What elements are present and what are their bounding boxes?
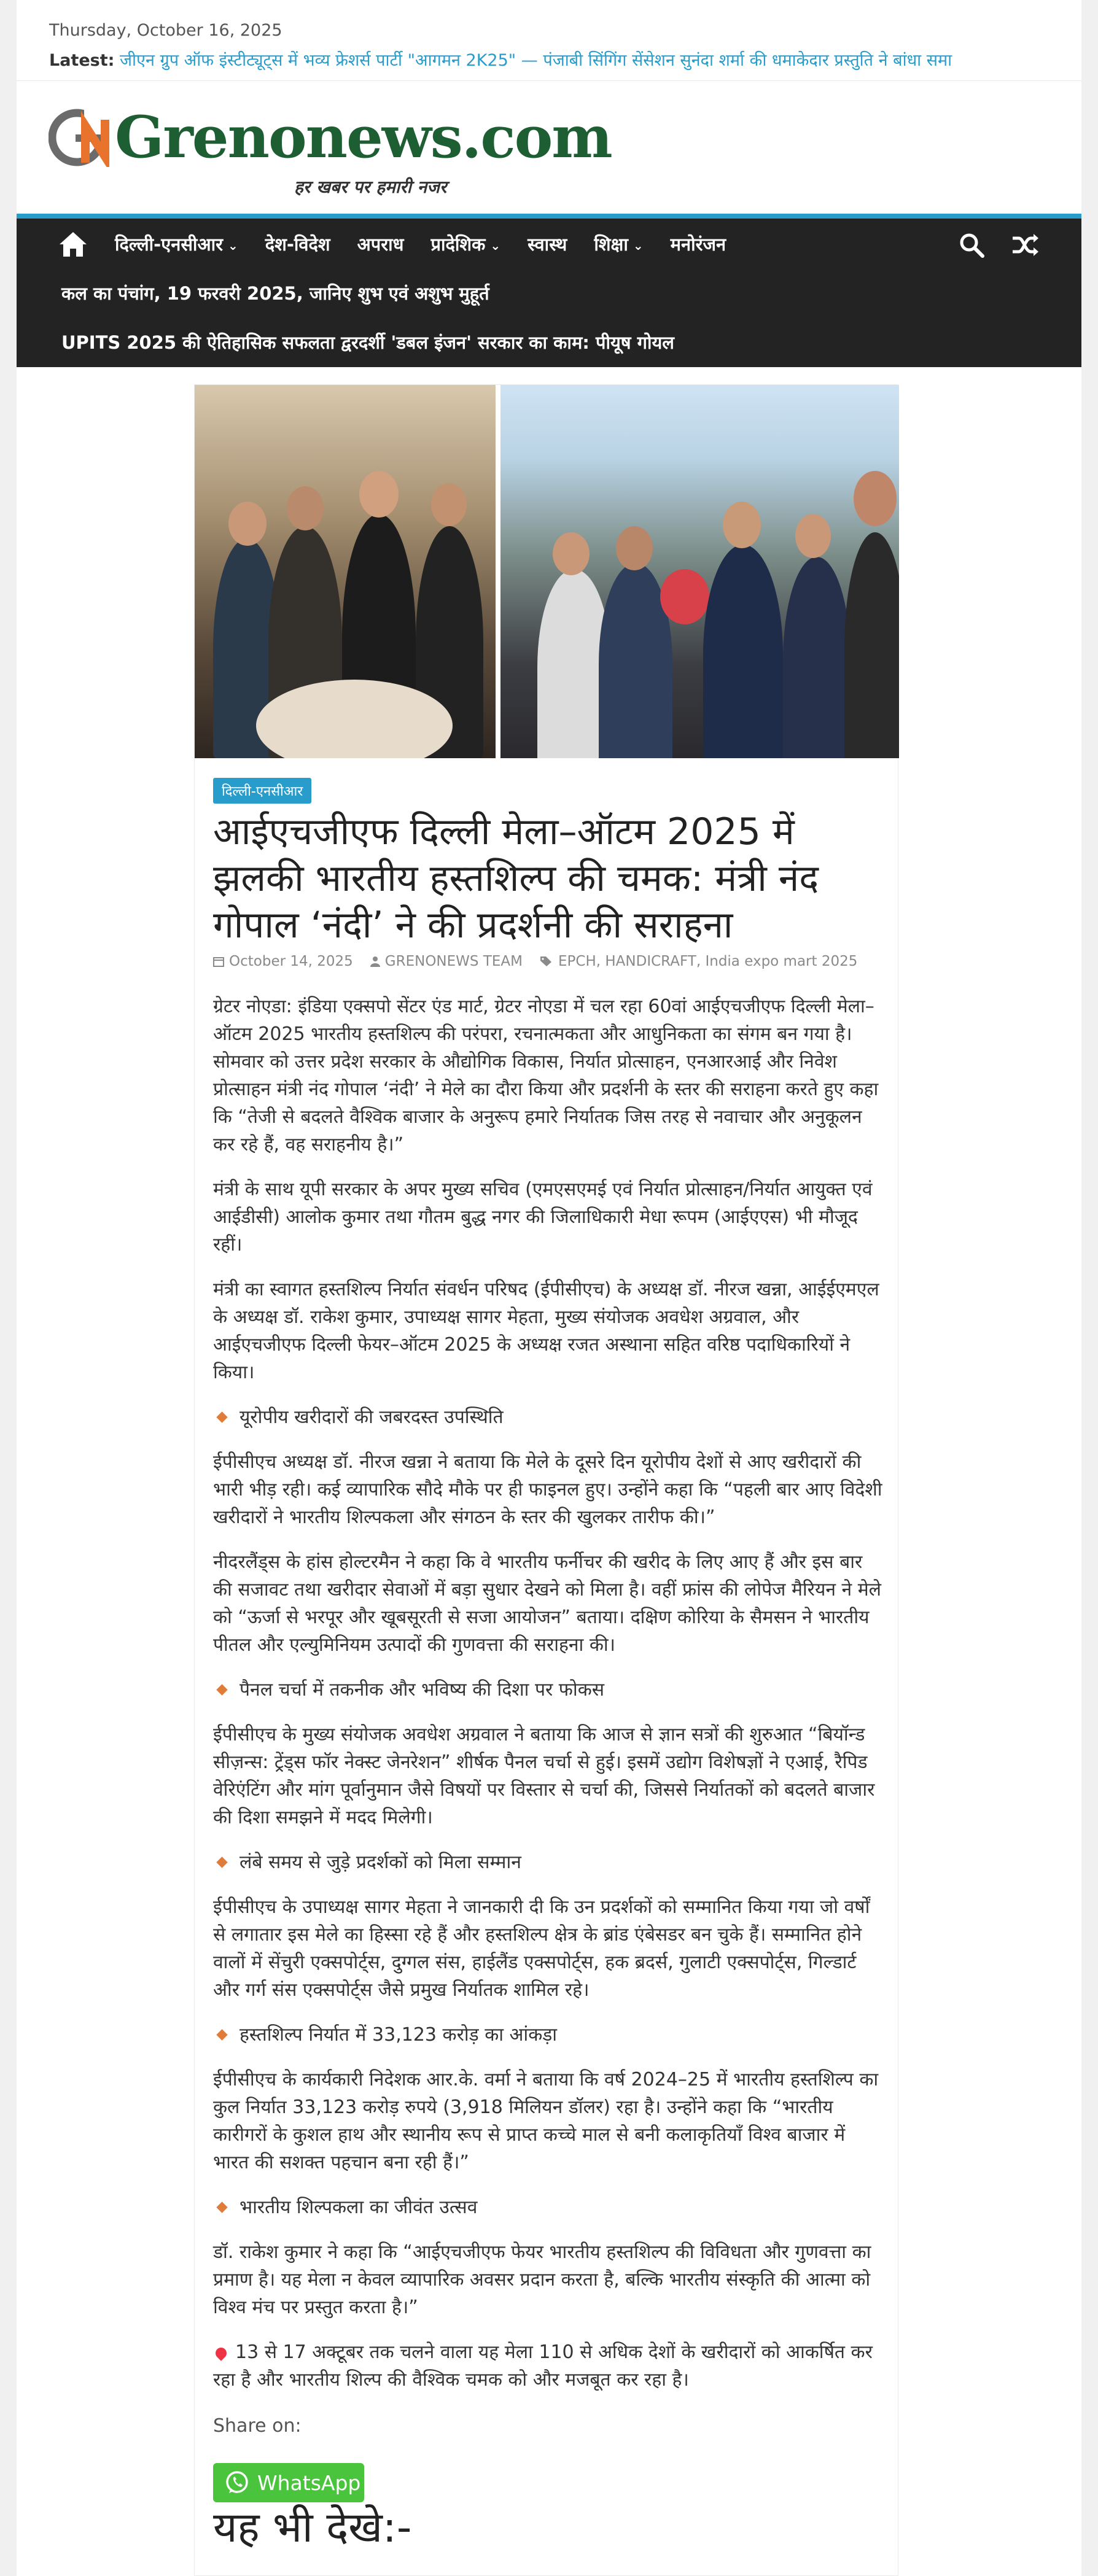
nav-item-desh-videsh[interactable]: देश-विदेश: [265, 234, 330, 255]
body-paragraph: ईपीसीएच के उपाध्यक्ष सागर मेहता ने जानकारी दी कि उन प्रदर्शकों को सम्मानित किया गया जो वर्षों से लगातार इस मेले का हिस्सा रहे हैं और हस्तशिल्प क्षेत्र के ब्रांड एंबेसडर बन चुके हैं। सम्मानित होने वालों में सेंचुरी एक्सपोर्ट्स, दुग्गल संस, हाईलैंड एक्सपोर्ट्स, हक ब्रदर्स, गुलाटी एक्सपोर्ट्स, गिल्डार्ट और गर्ग संस एक्सपोर्ट्स जैसे प्रमुख निर्यातक शामिल रहे।: [213, 1896, 870, 2001]
tags-icon: [540, 956, 553, 967]
tag-link[interactable]: HANDICRAFT: [605, 953, 696, 969]
orange-diamond-icon: [216, 1684, 227, 1695]
nav-sub-panchang[interactable]: कल का पंचांग, 19 फरवरी 2025, जानिए शुभ एवं अशुभ मुहूर्त: [61, 283, 489, 304]
article-meta: October 14, 2025 GRENONEWS TEAM EPCH , HANDICRAFT , India expo mart 2025: [213, 953, 857, 969]
site-header: [17, 82, 1081, 214]
body-paragraph: ईपीसीएच के कार्यकारी निदेशक आर.के. वर्मा ने बताया कि वर्ष 2024–25 में भारतीय हस्तशिल्प का कुल निर्यात 33,123 करोड़ रुपये (3,918 मिलियन डॉलर) रहा है। उन्होंने कहा कि “भारतीय कारीगरों के कुशल हाथ और स्थानीय रूप से प्राप्त कच्चे माल से बनी कलाकृतियाँ विश्व बाजार में भारत की सशक्त पहचान बना रही हैं।”: [213, 2069, 879, 2173]
user-icon: [370, 956, 380, 967]
nav-item-pradeshik[interactable]: प्रादेशिक ⌄: [430, 231, 500, 259]
category-badge[interactable]: दिल्ली-एनसीआर: [213, 778, 311, 804]
shuffle-icon[interactable]: [1011, 232, 1038, 258]
whatsapp-icon: [224, 2470, 250, 2496]
body-paragraph: ईपीसीएच के मुख्य संयोजक अवधेश अग्रवाल ने बताया कि आज से ज्ञान सत्रों की शुरुआत “बियॉन्ड सीज़न्स: ट्रेंड्स फॉर नेक्स्ट जेनरेशन” शीर्षक पैनल चर्चा से हुई। इसमें उद्योग विशेषज्ञों ने एआई, रैपिड वेरिएंटिंग और मांग पूर्वानुमान जैसे विषयों पर विस्तार से चर्चा की, जिससे निर्यातकों को बदलते बाजार की दिशा समझने में मदद मिलेगी।: [213, 1724, 875, 1828]
logo-wordmark: Grenonews.com: [115, 104, 612, 171]
logo-tagline: हर खबर पर हमारी नजर: [294, 177, 447, 197]
share-label: Share on:: [213, 2415, 302, 2437]
see-also-heading: यह भी देखे:-: [213, 2504, 412, 2552]
nav-menu: [115, 231, 753, 259]
body-paragraph: ईपीसीएच अध्यक्ष डॉ. नीरज खन्ना ने बताया कि मेले के दूसरे दिन यूरोपीय देशों से आए खरीदारों की भारी भीड़ रही। कई व्यापारिक सौदे मौके पर ही फाइनल हुए। उन्होंने कहा कि “पहली बार आए विदेशी खरीदारों ने भारतीय शिल्पकला और संगठन के स्तर की खुलकर तारीफ की।”: [213, 1451, 882, 1528]
nav-item-manoranjan[interactable]: मनोरंजन: [670, 234, 726, 255]
nav-item-delhi-ncr[interactable]: दिल्ली-एनसीआर ⌄: [115, 231, 238, 259]
tag-link[interactable]: India expo mart 2025: [705, 953, 858, 969]
orange-diamond-icon: [216, 1411, 227, 1422]
orange-diamond-icon: [216, 2029, 227, 2040]
section-heading: भारतीय शिल्पकला का जीवंत उत्सव: [213, 2194, 882, 2221]
body-paragraph: मंत्री के साथ यूपी सरकार के अपर मुख्य सचिव (एमएसएमई एवं निर्यात प्रोत्साहन/निर्यात आयुक्त एवं आईडीसी) आलोक कुमार तथा गौतम बुद्ध नगर की जिलाधिकारी मेधा रूपम (आईएएस) भी मौजूद रहीं।: [213, 1179, 873, 1255]
nav-sub-upits[interactable]: UPITS 2025 की ऐतिहासिक सफलता द्वरदर्शी 'डबल इंजन' सरकार का काम: पीयूष गोयल: [61, 332, 674, 353]
body-paragraph: नीदरलैंड्स के हांस होल्टरमैन ने कहा कि वे भारतीय फर्नीचर की खरीद के लिए आए हैं और इस बार की सजावट तथा खरीदार सेवाओं में बड़ा सुधार देखने को मिला है। वहीं फ्रांस की लोपेज मैरियन ने मेले को “ऊर्जा से भरपूर और खूबसूरती से सजा आयोजन” बताया। दक्षिण कोरिया के सैमसन ने भारतीय पीतल और एल्युमिनियम उत्पादों की गुणवत्ता की सराहना की।: [213, 1551, 881, 1656]
featured-photo-left: [195, 385, 496, 758]
orange-diamond-icon: [216, 2202, 227, 2213]
latest-label: Latest:: [49, 51, 115, 70]
body-paragraph: ग्रेटर नोएडा: इंडिया एक्सपो सेंटर एंड मार्ट, ग्रेटर नोएडा में चल रहा 60वां आईएचजीएफ दिल्ली मेला–ऑटम 2025 भारतीय हस्तशिल्प की परंपरा, रचनात्मकता और आधुनिकता का संगम बन गया है। सोमवार को उत्तर प्रदेश सरकार के औद्योगिक विकास, निर्यात प्रोत्साहन, एनआरआई और निवेश प्रोत्साहन मंत्री नंद गोपाल ‘नंदी’ ने मेले का दौरा किया और प्रदर्शनी के स्तर की सराहना करते हुए कहा कि “तेजी से बदलते वैश्विक बाजार के अनुरूप हमारे निर्यातक जिस तरह से नवाचार और अनुकूलन कर रहे हैं, वह सराहनीय है।”: [213, 996, 879, 1155]
page-frame: [17, 0, 1081, 2576]
nav-item-shiksha[interactable]: शिक्षा ⌄: [594, 231, 643, 259]
chevron-down-icon: ⌄: [490, 238, 501, 253]
article-title: आईएचजीएफ दिल्ली मेला–ऑटम 2025 में झलकी भारतीय हस्तशिल्प की चमक: मंत्री नंद गोपाल ‘नंदी’ ने की प्रदर्शनी की सराहना: [213, 810, 819, 947]
section-heading: यूरोपीय खरीदारों की जबरदस्त उपस्थिति: [213, 1403, 882, 1431]
location-pin-icon: [213, 2345, 228, 2361]
search-icon[interactable]: [959, 232, 984, 258]
section-heading: हस्तशिल्प निर्यात में 33,123 करोड़ का आंकड़ा: [213, 2021, 882, 2049]
nav-item-swasth[interactable]: स्वास्थ: [528, 234, 567, 255]
nav-item-apradh[interactable]: अपराध: [357, 234, 404, 255]
article-body: [213, 993, 882, 2411]
section-heading: पैनल चर्चा में तकनीक और भविष्य की दिशा पर फोकस: [213, 1676, 882, 1704]
latest-headline-link[interactable]: जीएन ग्रुप ऑफ इंस्टीट्यूट्स में भव्य फ्रेशर्स पार्टी "आगमन 2K25" — पंजाबी सिंगिंग सेंसेशन सुनंदा शर्मा की धमाकेदार प्रस्तुति ने बांधा समा: [120, 51, 952, 70]
featured-photo-right: [500, 385, 899, 758]
current-date: Thursday, October 16, 2025: [49, 21, 282, 40]
home-icon[interactable]: [58, 231, 88, 258]
chevron-down-icon: ⌄: [633, 238, 644, 253]
top-bar: [17, 0, 1081, 81]
body-paragraph: मंत्री का स्वागत हस्तशिल्प निर्यात संवर्धन परिषद (ईपीसीएच) के अध्यक्ष डॉ. नीरज खन्ना, आईईएमएल के अध्यक्ष डॉ. राकेश कुमार, उपाध्यक्ष सागर मेहता, मुख्य संयोजक अवधेश अग्रवाल, और आईएचजीएफ दिल्ली फेयर–ऑटम 2025 के अध्यक्ष रजत अस्थाना सहित वरिष्ठ पदाधिकारियों ने किया।: [213, 1279, 879, 1383]
tag-link[interactable]: EPCH: [558, 953, 596, 969]
body-paragraph: डॉ. राकेश कुमार ने कहा कि “आईएचजीएफ फेयर भारतीय हस्तशिल्प की विविधता और गुणवत्ता का प्रमाण है। यह मेला न केवल व्यापारिक अवसर प्रदान करता है, बल्कि भारतीय संस्कृति की आत्मा को विश्व मंच पर प्रस्तुत करता है।”: [213, 2241, 871, 2318]
section-heading: लंबे समय से जुड़े प्रदर्शकों को मिला सम्मान: [213, 1849, 882, 1876]
whatsapp-label: WhatsApp: [257, 2470, 361, 2495]
chevron-down-icon: ⌄: [227, 238, 238, 253]
post-date-link[interactable]: October 14, 2025: [229, 953, 353, 969]
featured-image[interactable]: [195, 385, 899, 758]
calendar-icon: [213, 956, 224, 967]
site-logo[interactable]: [49, 101, 612, 197]
author-link[interactable]: GRENONEWS TEAM: [384, 953, 523, 969]
orange-diamond-icon: [216, 1856, 227, 1868]
gn-logo-mark-icon: [49, 109, 116, 167]
article-card: [194, 384, 898, 2576]
body-paragraph-pinned: 13 से 17 अक्टूबर तक चलने वाला यह मेला 110 से अधिक देशों के खरीदारों को आकर्षित कर रहा है और भारतीय शिल्प की वैश्विक चमक को और मजबूत कर रहा है।: [213, 2341, 873, 2391]
main-navigation: [17, 214, 1081, 367]
latest-ticker: [49, 48, 952, 71]
